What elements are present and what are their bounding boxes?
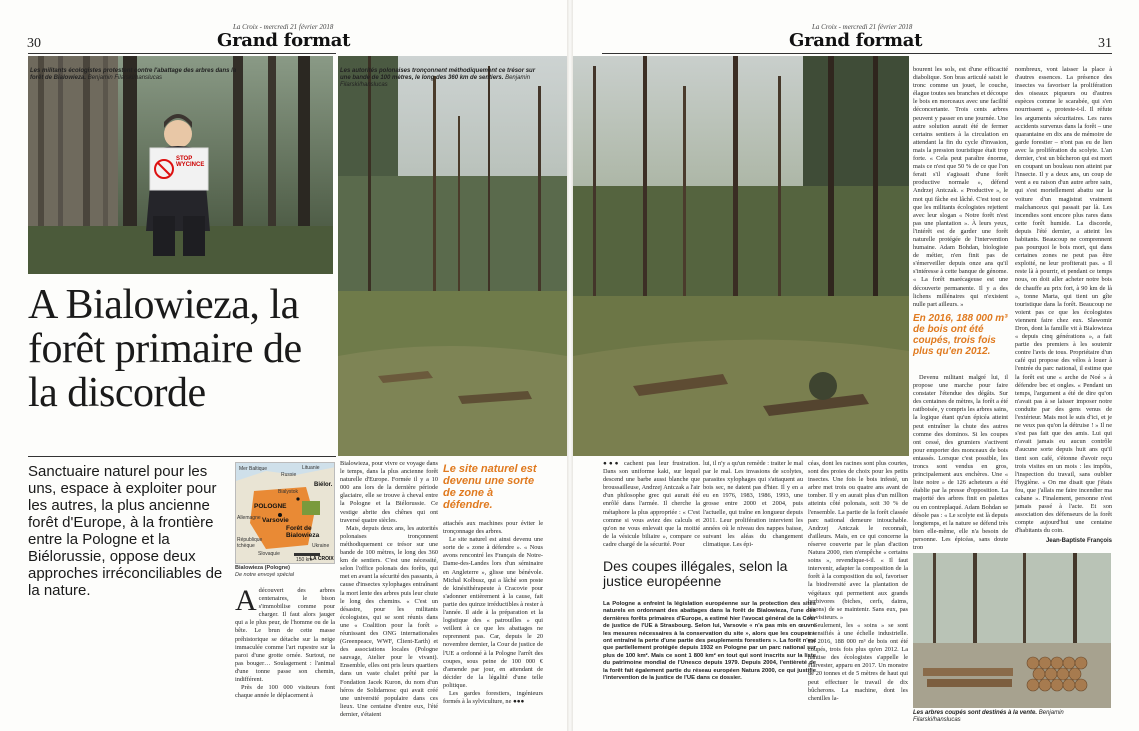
map-label-allemagne: Allemagne: [237, 515, 261, 521]
logs-photo: [913, 553, 1111, 708]
map-label-varsovie: Varsovie: [262, 517, 289, 524]
logs-photo-credit: Benjamin Filarski/hanslucas: [913, 710, 1064, 723]
box-text: La Pologne a enfreint la législation européenne sur la protection des sites naturels en ordonnant des abattages dans la forêt de Bialowieza, l'une des dernières forêts primaires d'Europe, a estimé hier l'avocat général de la Cour de justice de l'UE à Strasbourg. Selon lui, Varsovie « n'a pas mis en œuvre les mesures nécessaires à la conservation du site », alors que les coupes « ont entraîné la perte d'une partie des peuplements forestiers ». La forêt n'est que partiellement protégée depuis 1932 en Pologne par un parc national sur plus de 100 km². Mais ce sont 1 800 km² en tout qui sont inscrits sur la liste du patrimoine mondial de l'Unesco depuis 1979. Depuis 2004, l'entièreté de la forêt fait également partie du réseau européen Natura 2000, ce qui justifie l'intervention de la justice de l'UE dans ce dossier.: [603, 601, 816, 682]
body-col-3: [443, 520, 543, 724]
body-col-1: [235, 587, 335, 723]
pullquote-right: En 2016, 188 000 m³ de bois ont été coupés, trois fois plus qu'en 2012.: [913, 313, 1008, 357]
right-col-4-text: bourent les sols, est d'une efficacité diabolique. Son bras articulé saisit le tronc comme un jouet, le couche, élague toutes ses branches et découpe le bois en morceaux avec une facilité déconcertante. Trois cents arbres peuvent y passer en une journée. Une autre solution aurait été de fermer certains sentiers à la circulation en attendant la fin du cycle d'invasion, mais la pression touristique était trop forte. « Cela peut paraître énorme, mais ce n'est que 50 % de ce que l'on ferait s'il s'agissait d'une forêt productive normale », défend Andrzej Antczak. « Productive », le mot qui fâche est lâché. C'est tout ce que les militants écologistes rejettent avec leur slogan « Notre forêt n'est pas une plantation ». À leurs yeux, l'intérêt est de garder une forêt naturelle protégée de l'intervention humaine. Adam Bohdan, biologiste de métier, n'en finit pas de s'émerveiller depuis onze ans qu'il s'intéresse à cette banque de génome. « La forêt marécageuse est une découverte permanente. Il y a des lichens millénaires qui n'existent nulle part ailleurs. »: [913, 66, 1008, 308]
map-label-russie: Russie: [281, 472, 297, 478]
map-credit: LA CROIX: [310, 556, 334, 562]
box-subhead: Des coupes illégales, selon la justice européenne: [603, 558, 788, 589]
forest-photo-left: [338, 56, 567, 456]
map-label-pologne: POLOGNE: [254, 503, 287, 510]
right-bottom-col-3-text: céas, dont les racines sont plus courtes, sont des proies de choix pour les petits insectes. Une fois le bois infesté, un arbre met trois ou quatre ans avant de tomber. Il y en aurait plus d'un million atteints côté polonais, soit 30 % de l'ensemble. La partie de la forêt classée parc national demeure intouchable. Andrzej Antczak le reconnaît, d'ailleurs. Mais, en ce qui concerne la réserve couverte par le plan d'action Natura 2000, rien n'empêche « certains soins », revendique-t-il. « Il faut intervenir, adapter la composition de la forêt à la composition du sol, favoriser la biodiversité avec la plantation de végétaux qui permettent aux grands herbivores (biches, cerfs, daims, bisons) de se maintenir. Sans eux, pas de visiteurs. »: [808, 460, 908, 621]
right-bottom-col-1-text: ●●● cachent pas leur frustration. Dans son uniforme kaki, sur lequel descend une barbe aussi blanche que broussailleuse, Andrzej Antczak a l'air d'un philosophe grec qui aurait été enrôlé dans l'armée. Il cherche la métaphore la plus appropriée : « C'est comme si vous aviez des calculs et qu'on ne vous enlevait que la moitié de la vésicule biliaire », compare ce cadre chargé de la sécurité. Pour: [603, 460, 700, 548]
header-rule-left: [28, 53, 336, 54]
map-caption-place: Bialowieza (Pologne): [235, 565, 291, 571]
body-col-2-p2: Mais, depuis deux ans, les autorités polonaises tronçonnent méthodiquement ce trésor sur une bande de 100 mètres, le long des 360 km de sentiers. C'est une nécessité, selon l'office polonais des forêts, qui met en avant la sécurité des passants, à cause d'insectes xylophages entraînant la mort lente des arbres puis leur chute le long des chemins. « C'est un désastre, pour les militants écologistes, qui se sont réunis dans une « Coalition pour la forêt » réunissant des ONG internationales (Greenpeace, WWF, Client-Earth) et des associations locales (Pologne sauvage, Atelier pour le vivant). Ensemble, elles ont pris leurs quartiers dans un vaste chalet prêté par la Fondation Jacek Kuron, du nom d'un héros de Solidarnosc qui avait créé une université populaire dans ces lieux. Une centaine d'entre eux, l'été dernier, s'étaient: [340, 524, 438, 718]
photo1-caption: [30, 68, 240, 82]
right-col-5-text: nombreux, vont laisser la place à d'autres essences. La présence des insectes va favoriser la prolifération des oiseaux piqueurs ou d'autres espèces comme le scarabée, qui s'en nourrissent », proteste-t-il. Il réfute les arguments sécuritaires. Les rares accidents survenus dans la forêt – une quarantaine en dix ans de mémoire de garde forestier – n'ont pas eu de lien avec la prolifération du scolyte. L'an dernier, c'est un bûcheron qui est mort en coupant un bouleau non atteint par l'insecte. Il y a deux ans, un coup de vent a eu raison d'un autre arbre sain, qui s'est mortellement abattu sur la voiture d'un magistrat vraiment malchanceux qui passait par là. Les incendies sont encore plus rares dans cette forêt humide. La discorde, depuis l'été dernier, a atteint les habitants. Beaucoup ne comprennent pas pourquoi le bois mort, qui dans certaines zones ne peut pas être exploité, ne leur profiterait pas. « Il reste là à pourrir, et pendant ce temps nous, on doit aller acheter notre bois de chauffe au prix fort, à 90 km de là », tonne Marta, qui tient un gîte touristique dans la forêt. Beaucoup ne voient pas ce que les écologistes viennent faire chez eux. Slawomir Dron, dont la famille vit à Bialowieza « depuis cinq générations », a fait partie des premiers à les soutenir contre l'avis de tous. Propriétaire d'un café qui propose des vélos à louer à l'entrée du parc national, il estime que la forêt est une « arche de Noé » à défendre bec et ongles. « Pendant un temps, l'argument a été de dire qu'on n'avait pas à se laisser imposer notre conduite par des gens venus de l'extérieur. Mais moi le suis d'ici, et je ne veux pas qu'on la détruise ! » Il ne s'est pas fait que des amis. Lui qui n'avait jamais eu aucun contrôle d'aucune sorte depuis huit ans qu'il tient son café, s'étonne d'avoir reçu trois visites en un mois : les impôts, l'inspection du travail, sans oublier l'hygiène. « On me disait que j'étais fou, que j'allais me faire incendier ma cabane ». Finalement, personne n'est jamais passé à l'acte. Et son association des défenseurs de la forêt compte aujourd'hui une centaine d'habitants du coin.: [1015, 66, 1112, 535]
right-col-4c-text: Seulement, les « soins » se sont intensifiés à une échelle industrielle. En 2016, 188 000 m³ de bois ont été coupés, trois fois plus qu'en 2012. La hantise des écologistes s'appelle le Harvester, apparu en 2017. Un monstre de 20 tonnes et de 5 mètres de haut qui peut effectuer le travail de dix bûcherons. La machine, dont les chenilles la-: [808, 621, 908, 702]
map-caption-envoye: De notre envoyé spécial: [235, 572, 295, 578]
map-label-foret: Forêt de Bialowieza: [286, 525, 320, 539]
body-col-3-p3: Les gardes forestiers, ingénieurs formés à la sylviculture, ne ●●●: [443, 689, 543, 706]
headline: A Bialowieza, la forêt primaire de la discorde: [28, 282, 302, 416]
right-col-4b: [913, 374, 1008, 549]
right-bottom-col-1: [603, 460, 700, 554]
body-col-3-p2: Le site naturel est ainsi devenu une sorte de « zone à défendre ». « Nous avons rencontré les Français de Notre-Dame-des-Landes lors d'un séminaire en Angleterre », glisse une bénévole. Michal Kolbusz, qui a lâché son poste de kinésithérapeute à Cracovie pour s'adonner entièrement à la cause, fait partie des quinze irréductibles à rester à l'année. Il aide à la préparation et la logistique des « patrouilles » qui veillent à ce que les abattages ne reprennent pas. Car, depuis le 20 novembre dernier, la Cour de justice de l'UE a ordonné à la Pologne l'arrêt des coupes, sous peine de 100 000 € d'amende par jour, en attendant de décider de la légalité d'une telle politique.: [443, 536, 543, 689]
chapo: Sanctuaire naturel pour les uns, espace à exploiter pour les autres, la plus ancienne forêt d'Europe, à la frontière entre la Pologne et la Biélorussie, oppose deux approches irréconciliables de la nature.: [28, 463, 223, 599]
header-rule-right: [602, 53, 1112, 54]
map-label-ukraine: Ukraine: [312, 543, 330, 549]
map-label-bielor: Biélor.: [314, 482, 333, 488]
body-col-3-p1: attachés aux machines pour éviter le tronçonnage des arbres.: [443, 520, 543, 536]
photo1-caption-text: Les militants écologistes protestent contre l'abattage des arbres dans la forêt de Bialowieza.: [30, 68, 237, 81]
rubric-right: Grand format: [789, 30, 923, 51]
photo2-caption: [340, 68, 540, 89]
pullquote-left: Le site naturel est devenu une sorte de zone à défendre.: [443, 463, 537, 511]
photo2-caption-text: Les autorités polonaises tronçonnent méthodiquement ce trésor sur une bande de 100 mètres, le long des 360 km de sentiers.: [340, 68, 536, 81]
dateline-left: La Croix - mercredi 21 février 2018: [233, 23, 334, 31]
map-label-rep-tcheque: République tchèque: [237, 537, 263, 549]
headline-rule: [28, 456, 336, 457]
dropcap: A: [235, 587, 257, 617]
right-bottom-col-3: [808, 460, 908, 723]
map-label-bialystok: Bialystok: [278, 489, 299, 495]
dateline-right: La Croix - mercredi 21 février 2018: [812, 23, 913, 31]
body-col-2-p1: Bialowieza, pour vivre ce voyage dans le temps, dans la plus ancienne forêt naturelle d'Europe. Formée il y a 10 000 ans lors de la dernière période glaciaire, elle se trouve à cheval entre la Pologne et la Biélorussie. Ce vestige abrite des chênes qui ont traversé quatre siècles.: [340, 460, 438, 524]
photo2-credit: Benjamin Filarski/hanslucas: [340, 75, 531, 88]
right-col-4: [913, 66, 1008, 309]
right-col-5: [1015, 66, 1112, 548]
right-bottom-col-2: [703, 460, 803, 554]
map-label-lituanie: Lituanie: [302, 465, 320, 471]
map-label-mer: Mer Baltique: [239, 466, 268, 472]
folio-left: 30: [27, 36, 41, 51]
protester-photo: [28, 56, 333, 274]
right-col-4b-text: Devenu militant malgré lui, il propose une marche pour faire constater l'étendue des dégâts. Sur des centaines de mètres, la forêt a été ratiboisée, y compris les arbres sains, la logique étant qu'un épicéa atteint peut entraîner la chute des autres comme des dominos. Si les coupes ont cessé, des grumiers s'activent pour emporter des monceaux de bois entassés. Lorsque c'est possible, les troncs sont vendus en gros, principalement aux enchères. Une « liste noire » de 126 acheteurs a été établie par la presse d'opposition. La majorité des arbres finit en palettes ou en contreplaqué. Adam Bohdan se désole pas : « Le scolyte est là depuis longtemps, et la nature se défend très bien elle-même, elle n'a besoin de personne. Les épicéas, sans doute trop: [913, 374, 1008, 549]
map-caption: [235, 565, 294, 579]
location-map: [235, 462, 335, 564]
photo1-credit: Benjamin Filarski/hanslucas: [87, 75, 163, 81]
body-col-1-text: découvert des arbres centenaires, le bison s'immobilise comme pour charger. Il faut alors jauger qui a le plus peur, de l'homme ou de la bête. Le brun de cette masse préhistorique se détache sur la neige immaculée comme l'art rupestre sur la paroi d'une grotte ornée. Surtout, ne pas bouger… Soulagement : l'animal d'une tonne passe son chemin, indifférent.: [235, 587, 335, 684]
logs-caption-text: Les arbres coupés sont destinés à la vente.: [913, 710, 1038, 716]
right-bottom-col-2-text: lui, il n'y a qu'un remède : traiter le mal par le mal. Les invasions de scolytes, parasites xylophages qui s'attaquent au bois sec, ne datent pas d'hier. Il y en a eu en 1976, 1983, 1986, 1993, une grosse entre 2000 et 2004, puis l'actuelle, qui traîne en longueur depuis 2011. Leur prolifération intervient les années où le niveau des nappes baisse, suivant les aléas du changement climatique. Les épi-: [703, 460, 803, 548]
protest-sign-text: STOP WYCINCE: [176, 156, 205, 168]
rubric-left: Grand format: [217, 30, 351, 51]
map-label-slovaquie: Slovaquie: [258, 551, 280, 557]
folio-right: 31: [1098, 36, 1112, 51]
body-col-1-text2: Près de 100 000 visiteurs font chaque année le déplacement à: [235, 684, 335, 700]
body-col-2: [340, 460, 438, 723]
forest-photo-right: [573, 56, 909, 456]
byline: Jean-Baptiste François: [1045, 538, 1112, 545]
logs-photo-caption: [913, 710, 1113, 724]
map-scale: 150 km: [296, 557, 313, 563]
